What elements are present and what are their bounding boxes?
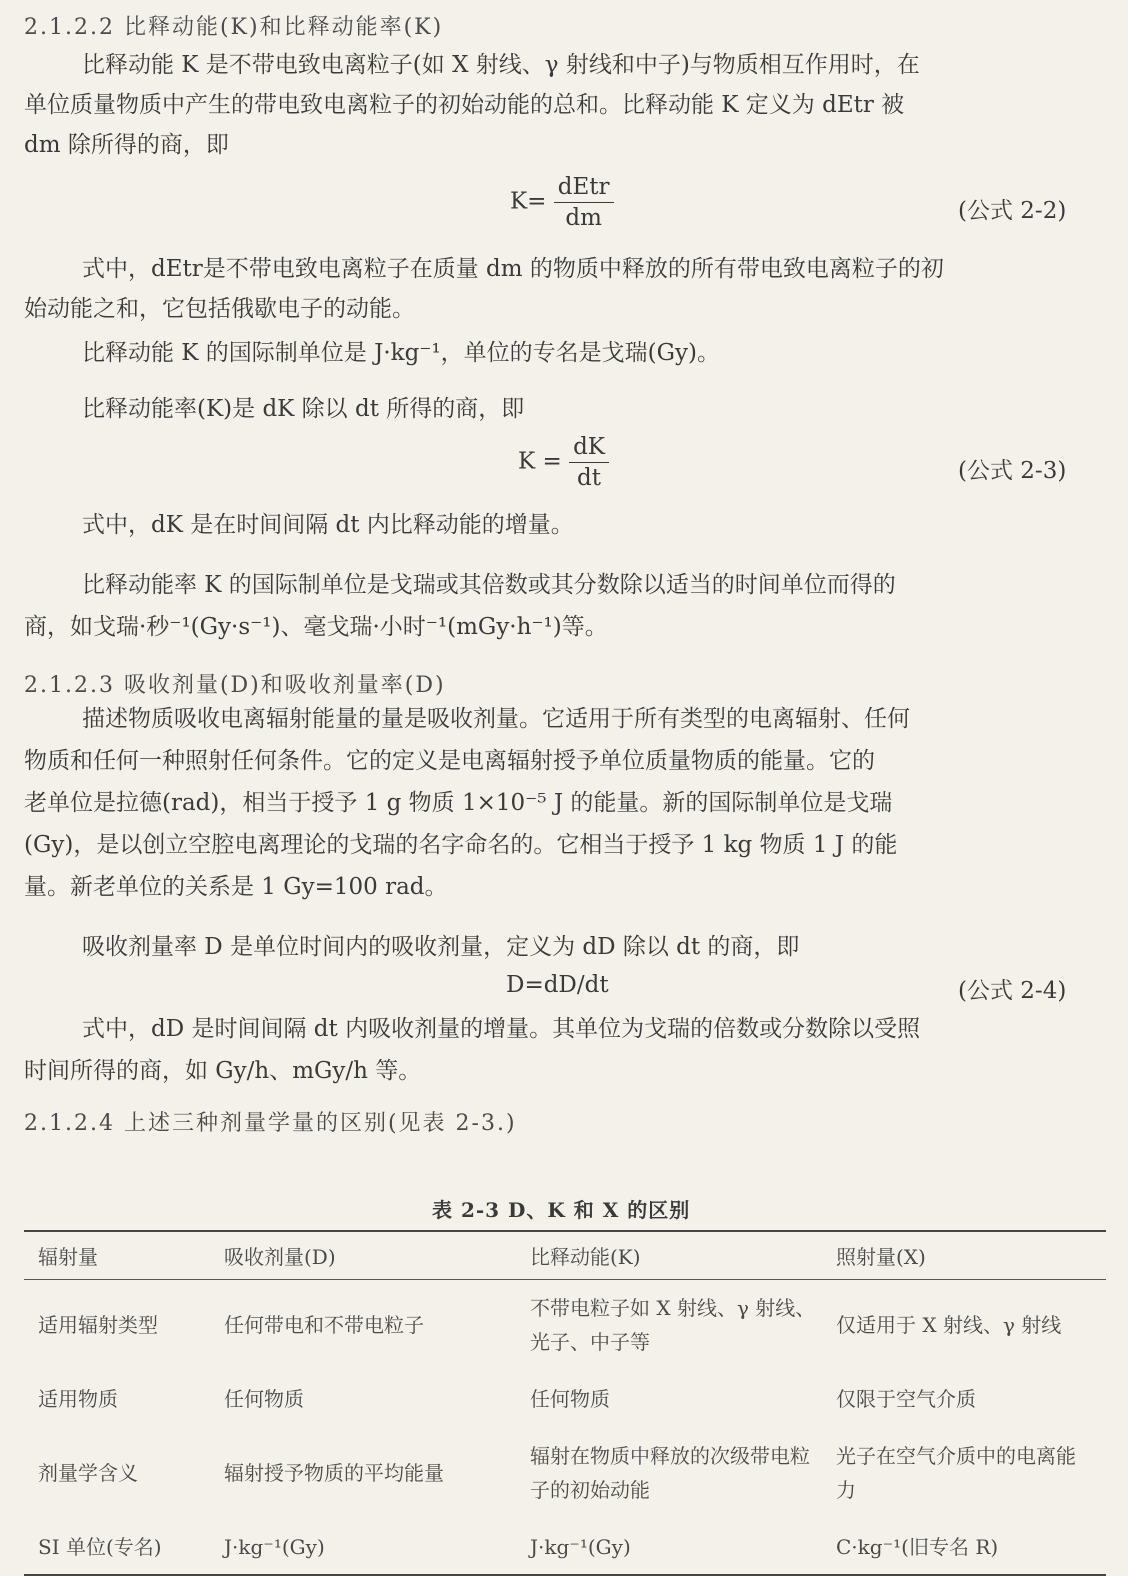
fraction: [569, 432, 609, 493]
equation-lhs: K=: [510, 188, 547, 215]
table-cell: 适用辐射类型: [38, 1313, 158, 1338]
table-header: 照射量(X): [836, 1244, 926, 1269]
paragraph-line: 比释动能率 K 的国际制单位是戈瑞或其倍数或其分数除以适当的时间单位而得的: [82, 572, 896, 598]
table-header: 吸收剂量(D): [224, 1244, 336, 1269]
paragraph-line: 描述物质吸收电离辐射能量的量是吸收剂量。它适用于所有类型的电离辐射、任何: [82, 706, 910, 732]
equation-dose-rate: D=dD/dt: [506, 972, 609, 998]
table-cell: 不带电粒子如 X 射线、γ 射线、光子、中子等: [530, 1296, 816, 1355]
section-heading-2122: 2.1.2.2 比释动能(K)和比释动能率(K): [24, 15, 444, 40]
fraction-numerator: dEtr: [554, 172, 614, 203]
fraction: [554, 172, 614, 233]
table-cell: 任何物质: [224, 1387, 304, 1411]
section-heading-2123: 2.1.2.3 吸收剂量(D)和吸收剂量率(D): [24, 673, 446, 698]
paragraph-line: 单位质量物质中产生的带电致电离粒子的初始动能的总和。比释动能 K 定义为 dEtr 被: [24, 92, 905, 118]
table-caption: 表 2-3 D、K 和 X 的区别: [432, 1198, 691, 1222]
table-cell: J·kg⁻¹(Gy): [530, 1534, 631, 1559]
paragraph-line: 量。新老单位的关系是 1 Gy=100 rad。: [24, 874, 448, 900]
paragraph-line: dm 除所得的商，即: [24, 132, 229, 158]
table-cell: J·kg⁻¹(Gy): [224, 1534, 325, 1559]
table-cell: SI 单位(专名): [38, 1534, 162, 1559]
equation-number: (公式 2-2): [958, 198, 1067, 224]
section-heading-2124: 2.1.2.4 上述三种剂量学量的区别(见表 2-3.): [24, 1111, 517, 1136]
table-header: 辐射量: [38, 1244, 98, 1269]
table-cell: 适用物质: [38, 1387, 118, 1411]
paragraph-line: (Gy)，是以创立空腔电离理论的戈瑞的名字命名的。它相当于授予 1 kg 物质 1 J 的能: [24, 832, 898, 858]
paragraph-line: 比释动能 K 的国际制单位是 J·kg⁻¹，单位的专名是戈瑞(Gy)。: [82, 340, 720, 366]
paragraph-line: 物质和任何一种照射任何条件。它的定义是电离辐射授予单位质量物质的能量。它的: [24, 748, 875, 774]
paragraph-line: 比释动能率(K)是 dK 除以 dt 所得的商，即: [82, 396, 525, 422]
table-row: [24, 1427, 1106, 1519]
equation-kerma-rate: [518, 432, 609, 493]
table-cell: C·kg⁻¹(旧专名 R): [836, 1534, 999, 1559]
table-row: [24, 1519, 1106, 1575]
paragraph-line: 式中，dD 是时间间隔 dt 内吸收剂量的增量。其单位为戈瑞的倍数或分数除以受照: [82, 1016, 921, 1042]
table-header-row: [24, 1231, 1106, 1279]
paragraph-line: 始动能之和，它包括俄歇电子的动能。: [24, 296, 415, 322]
table-cell: 剂量学含义: [38, 1461, 138, 1485]
table-header: 比释动能(K): [530, 1244, 641, 1269]
equation-number: (公式 2-4): [958, 978, 1067, 1004]
paragraph-line: 比释动能 K 是不带电致电离粒子(如 X 射线、γ 射线和中子)与物质相互作用时，在: [82, 52, 920, 78]
paragraph-line: 商，如戈瑞·秒⁻¹(Gy·s⁻¹)、毫戈瑞·小时⁻¹(mGy·h⁻¹)等。: [24, 614, 608, 640]
equation-kerma: [510, 172, 614, 233]
paragraph-line: 老单位是拉德(rad)，相当于授予 1 g 物质 1×10⁻⁵ J 的能量。新的国际制单位是戈瑞: [24, 790, 893, 816]
table-cell: 仅适用于 X 射线、γ 射线: [836, 1313, 1062, 1338]
paragraph-line: 吸收剂量率 D 是单位时间内的吸收剂量，定义为 dD 除以 dt 的商，即: [82, 934, 800, 960]
fraction-numerator: dK: [569, 432, 609, 463]
paragraph-line: 时间所得的商，如 Gy/h、mGy/h 等。: [24, 1058, 422, 1084]
table-row: [24, 1371, 1106, 1427]
table-cell: 辐射授予物质的平均能量: [224, 1461, 444, 1485]
fraction-denominator: dt: [577, 465, 602, 491]
table-cell: 光子在空气介质中的电离能力: [836, 1444, 1076, 1502]
comparison-table: [24, 1230, 1106, 1576]
table-cell: 任何带电和不带电粒子: [224, 1313, 424, 1338]
table-cell: 仅限于空气介质: [836, 1387, 976, 1411]
equation-number: (公式 2-3): [958, 458, 1067, 484]
fraction-denominator: dm: [565, 205, 602, 231]
paragraph-line: 式中，dEtr是不带电致电离粒子在质量 dm 的物质中释放的所有带电致电离粒子的初: [82, 256, 944, 282]
equation-lhs: K =: [518, 448, 562, 475]
table-cell: 任何物质: [530, 1387, 610, 1411]
table-cell: 辐射在物质中释放的次级带电粒子的初始动能: [530, 1444, 810, 1502]
paragraph-line: 式中，dK 是在时间间隔 dt 内比释动能的增量。: [82, 512, 574, 538]
table-row: [24, 1279, 1106, 1371]
